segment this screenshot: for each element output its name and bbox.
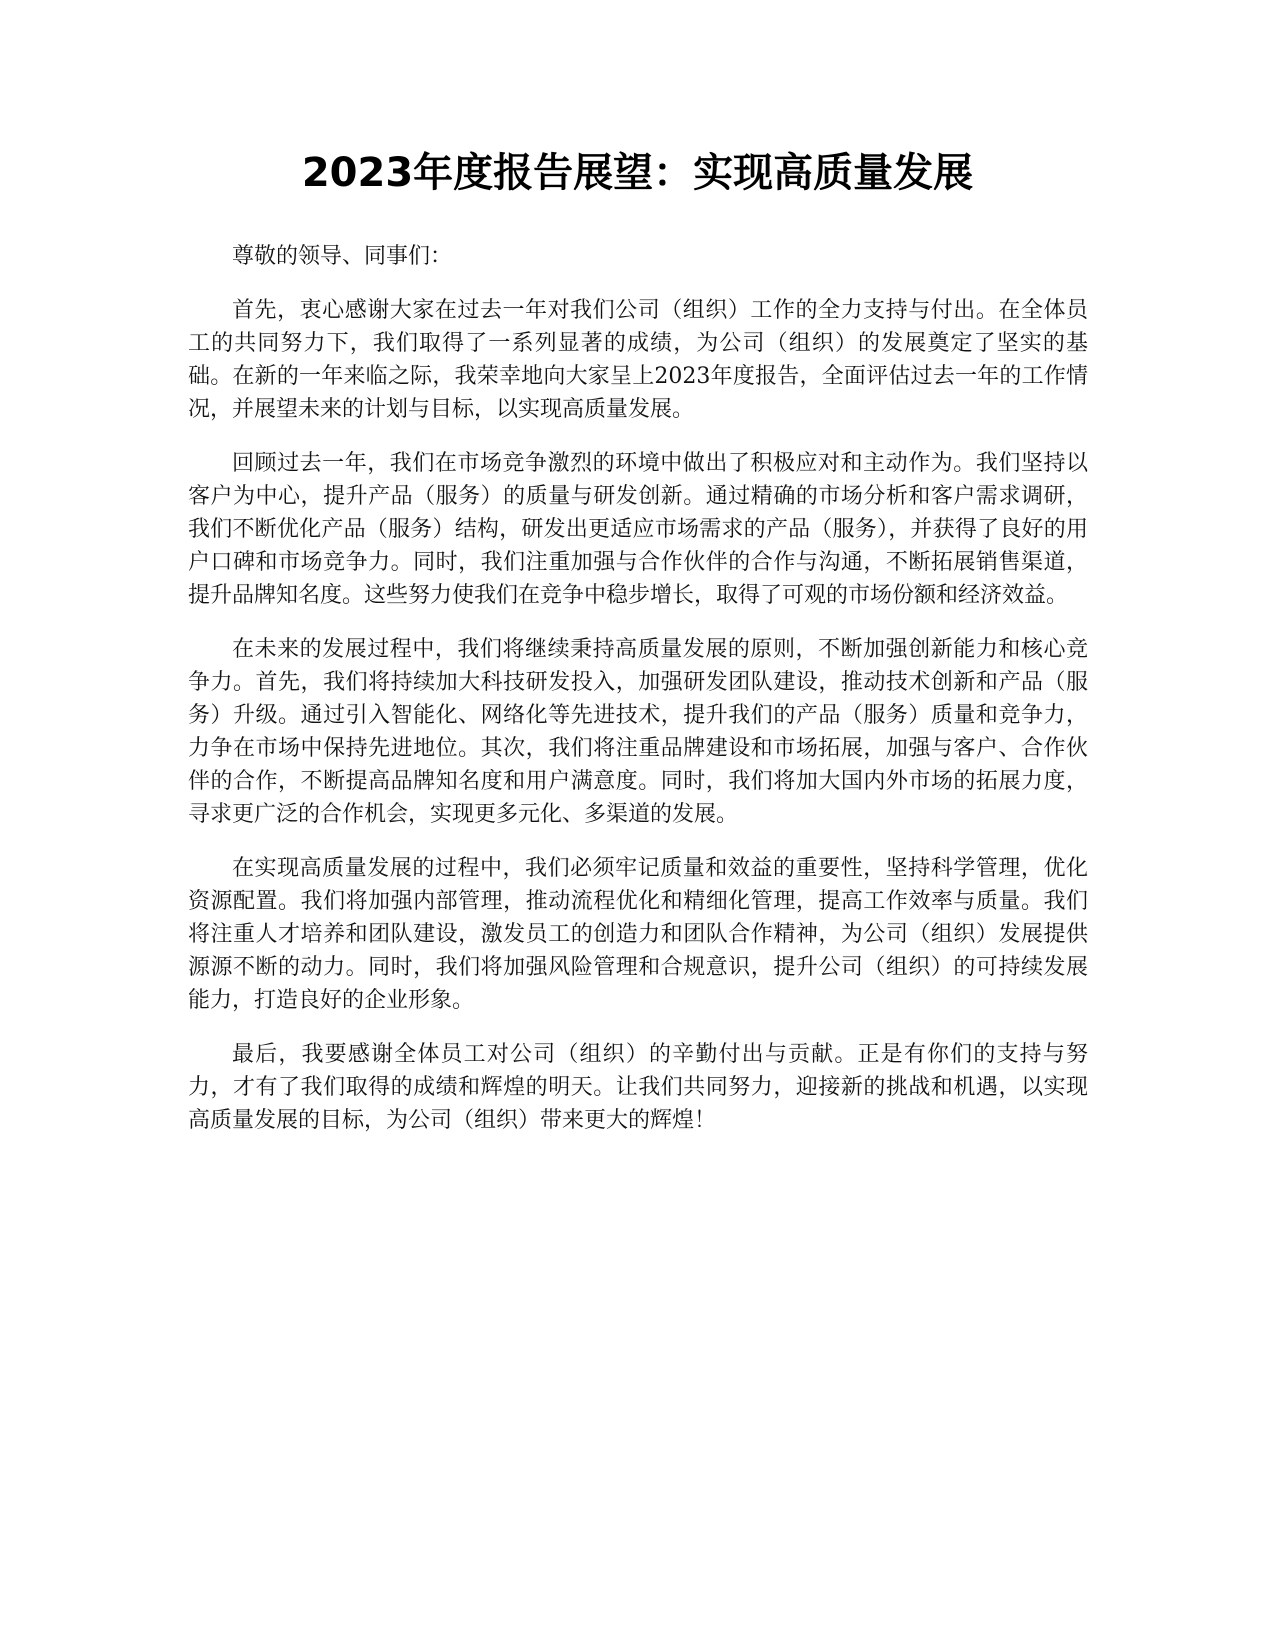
paragraph-thanks: 首先，衷心感谢大家在过去一年对我们公司（组织）工作的全力支持与付出。在全体员工的共同努力下，我们取得了一系列显著的成绩，为公司（组织）的发展奠定了坚实的基础。在新的一年来临之际，我荣幸地向大家呈上2023年度报告，全面评估过去一年的工作情况，并展望未来的计划与目标，以实现高质量发展。 [188,298,1088,422]
paragraph-review: 回顾过去一年，我们在市场竞争激烈的环境中做出了积极应对和主动作为。我们坚持以客户为中心，提升产品（服务）的质量与研发创新。通过精确的市场分析和客户需求调研，我们不断优化产品（服务）结构，研发出更适应市场需求的产品（服务），并获得了良好的用户口碑和市场竞争力。同时，我们注重加强与合作伙伴的合作与沟通，不断拓展销售渠道，提升品牌知名度。这些努力使我们在竞争中稳步增长，取得了可观的市场份额和经济效益。 [188,451,1088,608]
document-body [188,240,1088,1158]
paragraph-closing: 最后，我要感谢全体员工对公司（组织）的辛勤付出与贡献。正是有你们的支持与努力，才有了我们取得的成绩和辉煌的明天。让我们共同努力，迎接新的挑战和机遇，以实现高质量发展的目标，为公司（组织）带来更大的辉煌！ [188,1042,1088,1133]
document-title: 2023年度报告展望：实现高质量发展 [301,150,974,196]
paragraph-future: 在未来的发展过程中，我们将继续秉持高质量发展的原则，不断加强创新能力和核心竞争力。首先，我们将持续加大科技研发投入，加强研发团队建设，推动技术创新和产品（服务）升级。通过引入智能化、网络化等先进技术，提升我们的产品（服务）质量和竞争力，力争在市场中保持先进地位。其次，我们将注重品牌建设和市场拓展，加强与客户、合作伙伴的合作，不断提高品牌知名度和用户满意度。同时，我们将加大国内外市场的拓展力度，寻求更广泛的合作机会，实现更多元化、多渠道的发展。 [188,637,1088,827]
paragraph-quality: 在实现高质量发展的过程中，我们必须牢记质量和效益的重要性，坚持科学管理，优化资源配置。我们将加强内部管理，推动流程优化和精细化管理，提高工作效率与质量。我们将注重人才培养和团队建设，激发员工的创造力和团队合作精神，为公司（组织）发展提供源源不断的动力。同时，我们将加强风险管理和合规意识，提升公司（组织）的可持续发展能力，打造良好的企业形象。 [188,856,1088,1013]
salutation: 尊敬的领导、同事们： [232,244,453,269]
